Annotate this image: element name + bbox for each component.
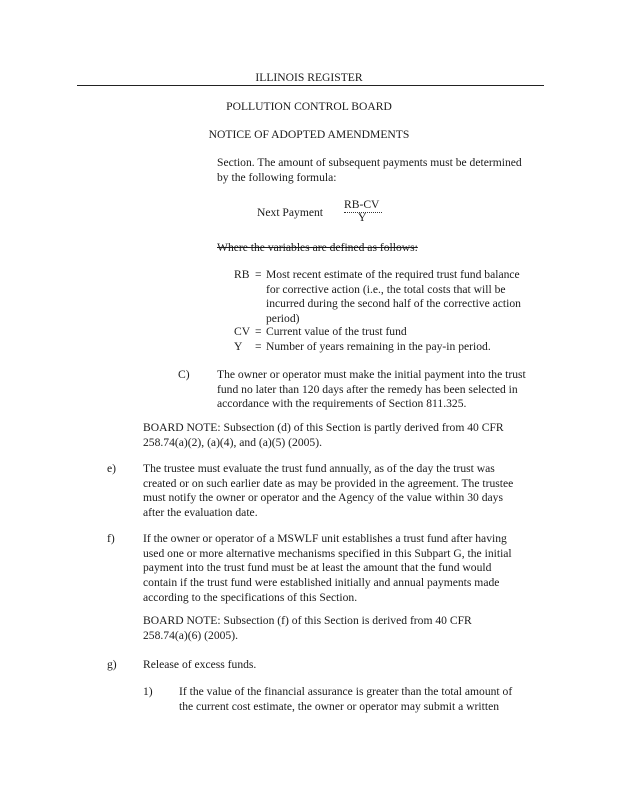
board-note-line: BOARD NOTE: Subsection (d) of this Section is partly derived from 40 CFR <box>143 421 504 434</box>
formula-equals <box>334 206 341 221</box>
board-note-f <box>143 614 472 643</box>
item-e-line: created or on such earlier date as may be provided in the agreement. The trustee <box>143 476 514 490</box>
board-note-line: BOARD NOTE: Subsection (f) of this Section is derived from 40 CFR <box>143 614 472 627</box>
formula-denominator: Y <box>358 211 367 224</box>
item-c-label: C) <box>178 368 190 381</box>
var-symbol-cv: CV <box>234 325 251 338</box>
board-note-d <box>143 421 504 450</box>
var-symbol-rb: RB <box>234 268 250 281</box>
item-f-line: contain if the trust fund were established initially and annual payments made <box>143 576 500 590</box>
item-c-line: fund no later than 120 days after the remedy has been selected in <box>217 382 518 396</box>
item-g-label: g) <box>107 658 117 671</box>
intro-line: by the following formula: <box>217 170 337 184</box>
var-def-line: Most recent estimate of the required trust fund balance <box>266 268 520 281</box>
header-rule <box>77 85 544 86</box>
item-e-line: The trustee must evaluate the trust fund annually, as of the day the trust was <box>143 462 495 475</box>
notice-title: NOTICE OF ADOPTED AMENDMENTS <box>208 128 410 141</box>
var-eq-rb: = <box>255 268 262 281</box>
item-c-text <box>217 368 526 412</box>
item-c-line: accordance with the requirements of Section 811.325. <box>217 397 467 411</box>
item-g-text: Release of excess funds. <box>143 658 257 671</box>
formula-label: Next Payment <box>257 206 324 219</box>
formula-numerator: RB-CV <box>344 198 380 211</box>
item-f-line: used one or more alternative mechanisms specified in this Subpart G, the initial <box>143 546 512 560</box>
item-f-text <box>143 532 512 606</box>
item-g1-line: the current cost estimate, the owner or operator may submit a written <box>179 699 500 713</box>
item-f-label: f) <box>107 532 115 545</box>
where-line: Where the variables are defined as follows: <box>217 241 418 254</box>
item-e-label: e) <box>107 462 117 475</box>
board-note-line: 258.74(a)(6) (2005). <box>143 628 238 642</box>
var-eq-cv: = <box>255 325 262 338</box>
item-g1-text <box>179 685 512 714</box>
item-g1-label: 1) <box>143 685 153 698</box>
intro-line: Section. The amount of subsequent payments must be determined <box>217 156 522 169</box>
var-def-cv: Current value of the trust fund <box>266 325 407 338</box>
var-def-rb <box>266 268 521 327</box>
item-e-line: must notify the owner or operator and the Agency of the value within 30 days <box>143 491 503 505</box>
var-def-line: period) <box>266 312 300 326</box>
board-note-line: 258.74(a)(2), (a)(4), and (a)(5) (2005). <box>143 435 322 449</box>
item-c-line: The owner or operator must make the initial payment into the trust <box>217 368 526 381</box>
var-symbol-y: Y <box>234 340 243 353</box>
item-e-line: after the evaluation date. <box>143 506 258 520</box>
item-f-line: If the owner or operator of a MSWLF unit establishes a trust fund after having <box>143 532 507 545</box>
var-eq-y: = <box>255 340 262 353</box>
board-title: POLLUTION CONTROL BOARD <box>226 100 392 113</box>
item-f-line: according to the specifications of this Section. <box>143 590 358 604</box>
var-def-line: incurred during the second half of the corrective action <box>266 297 521 311</box>
var-def-line: for corrective action (i.e., the total costs that will be <box>266 282 506 296</box>
item-e-text <box>143 462 513 521</box>
intro-paragraph <box>217 156 522 185</box>
register-title: ILLINOIS REGISTER <box>255 71 363 84</box>
item-f-line: payment into the trust fund must be at least the amount that the fund would <box>143 561 492 575</box>
var-def-y: Number of years remaining in the pay-in period. <box>266 340 491 353</box>
item-g1-line: If the value of the financial assurance is greater than the total amount of <box>179 685 513 698</box>
